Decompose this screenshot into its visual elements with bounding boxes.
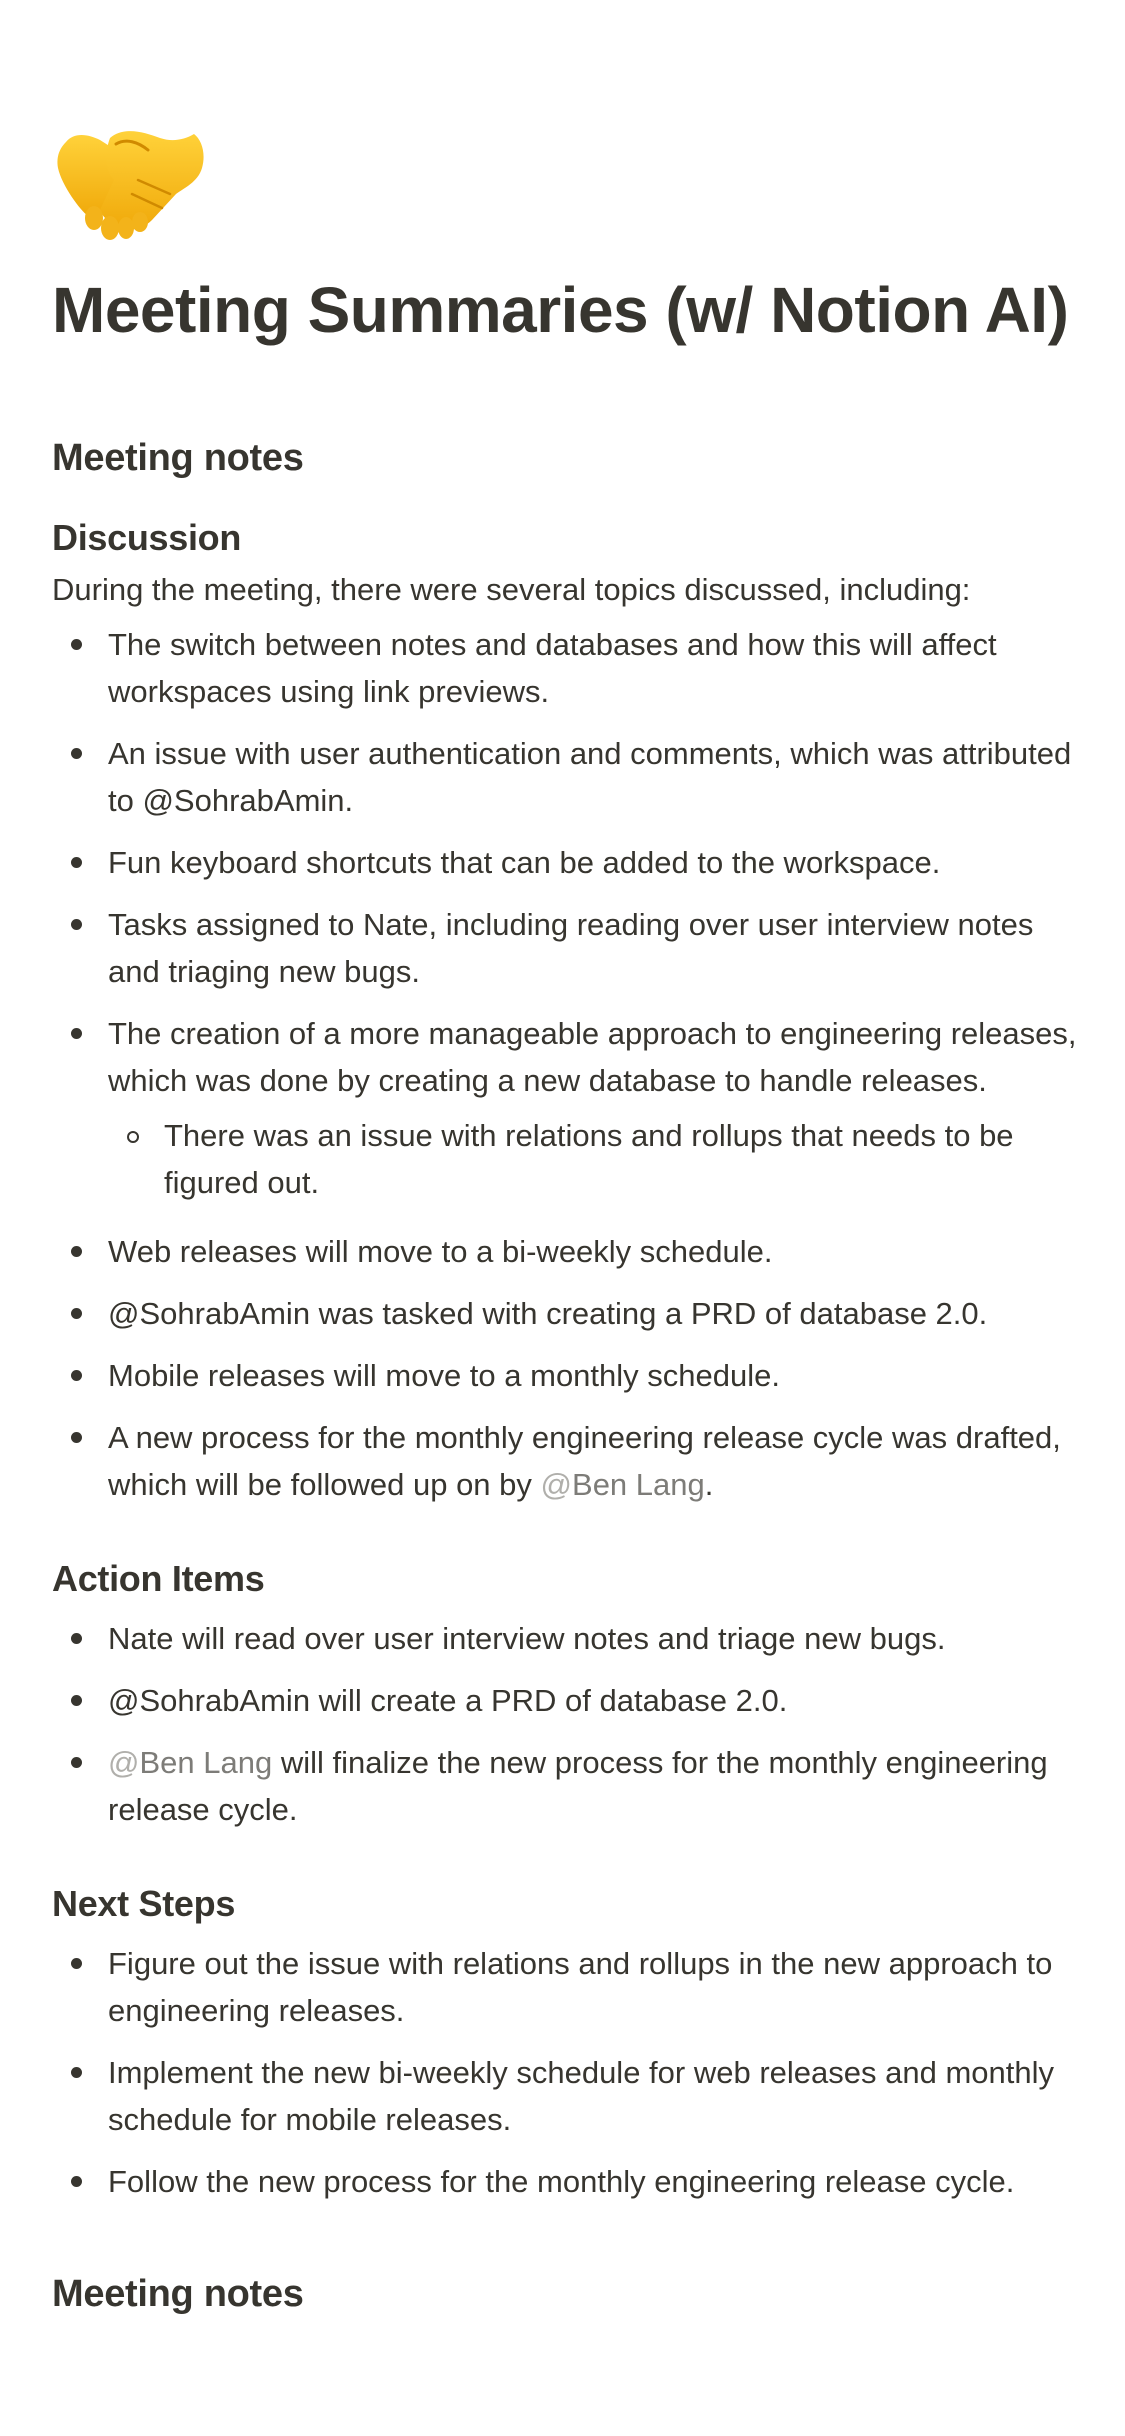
bullet-icon — [71, 1958, 82, 1969]
list-item: Web releases will move to a bi-weekly schedule. — [52, 1220, 1085, 1282]
bullet-icon — [71, 1432, 82, 1443]
list-item: The switch between notes and databases and how this will affect workspaces using link previews. — [52, 613, 1085, 722]
page-content — [52, 428, 1085, 2324]
discussion-intro: During the meeting, there were several topics discussed, including: — [52, 572, 971, 607]
section-heading-discussion: Discussion — [52, 517, 242, 558]
bullet-icon — [71, 919, 82, 930]
list-item: Nate will read over user interview notes and triage new bugs. — [52, 1607, 1085, 1669]
page-title: Meeting Summaries (w/ Notion AI) — [52, 274, 1069, 346]
bullet-icon — [71, 857, 82, 868]
nested-list — [108, 1104, 1085, 1213]
discussion-list — [52, 613, 1085, 1515]
bullet-icon — [71, 2176, 82, 2187]
section-heading-next-steps: Next Steps — [52, 1883, 236, 1924]
list-item: The creation of a more manageable approach to engineering releases, which was done by creating a new database to handle releases. There was an issue with relations and rollups that needs to be figured out. — [52, 1002, 1085, 1220]
list-item: Follow the new process for the monthly engineering release cycle. — [52, 2150, 1085, 2212]
nested-list-item: There was an issue with relations and rollups that needs to be figured out. — [108, 1104, 1085, 1213]
hollow-bullet-icon — [127, 1131, 139, 1143]
bullet-icon — [71, 1695, 82, 1706]
bullet-icon — [71, 1633, 82, 1644]
section-heading-action-items: Action Items — [52, 1558, 265, 1599]
list-item: Mobile releases will move to a monthly schedule. — [52, 1344, 1085, 1406]
section-heading-meeting-notes-2: Meeting notes — [52, 2273, 304, 2315]
bullet-icon — [71, 1028, 82, 1039]
section-heading-meeting-notes: Meeting notes — [52, 437, 304, 479]
list-item: @SohrabAmin was tasked with creating a PRD of database 2.0. — [52, 1282, 1085, 1344]
bullet-icon — [71, 2067, 82, 2078]
bullet-icon — [71, 639, 82, 650]
list-item: Fun keyboard shortcuts that can be added to the workspace. — [52, 831, 1085, 893]
list-item: Implement the new bi-weekly schedule for web releases and monthly schedule for mobile releases. — [52, 2041, 1085, 2150]
handshake-icon[interactable] — [52, 124, 212, 242]
user-mention-ben-lang[interactable]: @Ben Lang — [108, 1745, 273, 1780]
action-items-list — [52, 1607, 1085, 1840]
bullet-icon — [71, 1757, 82, 1768]
list-item: An issue with user authentication and comments, which was attributed to @SohrabAmin. — [52, 722, 1085, 831]
bullet-icon — [71, 748, 82, 759]
bullet-icon — [71, 1308, 82, 1319]
user-mention-ben-lang[interactable]: @Ben Lang — [540, 1467, 705, 1502]
next-steps-list — [52, 1932, 1085, 2212]
list-item: Tasks assigned to Nate, including reading over user interview notes and triaging new bugs. — [52, 893, 1085, 1002]
list-item: Figure out the issue with relations and rollups in the new approach to engineering releases. — [52, 1932, 1085, 2041]
list-item: @SohrabAmin will create a PRD of database 2.0. — [52, 1669, 1085, 1731]
list-item: @Ben Lang will finalize the new process for the monthly engineering release cycle. — [52, 1731, 1085, 1840]
list-item: A new process for the monthly engineering release cycle was drafted, which will be followed up on by @Ben Lang. — [52, 1406, 1085, 1515]
bullet-icon — [71, 1370, 82, 1381]
bullet-icon — [71, 1246, 82, 1257]
